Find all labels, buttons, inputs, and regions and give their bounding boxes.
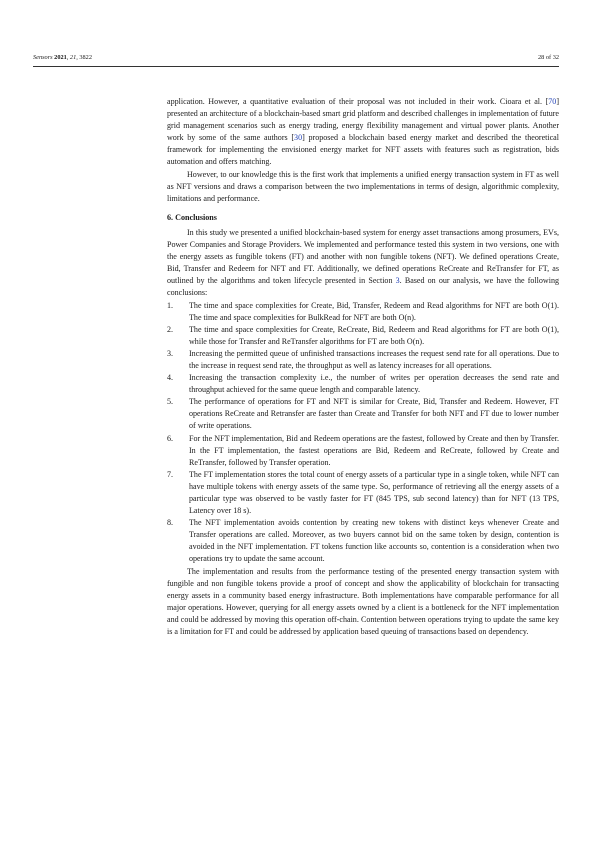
journal-year: 2021 — [54, 54, 67, 61]
list-number: 4. — [167, 373, 174, 383]
conclusions-list — [167, 300, 559, 566]
list-number: 8. — [167, 518, 174, 528]
list-item — [167, 348, 559, 372]
citation-link-70[interactable]: 70 — [548, 97, 557, 106]
list-item — [167, 433, 559, 469]
list-item — [167, 324, 559, 348]
text-span: ] proposed a blockchain based energy market and described the theoretical framework for implementing the envisioned energy market for NFT assets with features such as registration, bids automation and offers matching. — [167, 133, 559, 167]
list-item — [167, 372, 559, 396]
list-text: The time and space complexities for Create, ReCreate, Bid, Redeem and Read algorithms for FT are both O(1), while those for Transfer and ReTransfer algorithms for FT are both O(n). — [189, 324, 559, 346]
paragraph-related-work — [167, 96, 559, 169]
list-text: The NFT implementation avoids contention by creating new tokens with distinct keys whenever Create and Transfer operations are called. Moreover, as two buyers cannot bid on the same token by design, contention is avoided in the NFT implementation. FT tokens function like accounts so, contention is a consideration when two operations try to update the same account. — [189, 518, 559, 564]
list-number: 7. — [167, 469, 174, 479]
text-span: . Based on our analysis, we have the following conclusions: — [167, 276, 559, 298]
list-item — [167, 517, 559, 565]
list-number: 1. — [167, 300, 174, 310]
journal-name: Sensors — [33, 54, 53, 61]
header-divider — [33, 66, 559, 67]
article-number: 3822 — [79, 54, 92, 61]
list-item — [167, 300, 559, 324]
text-span: ] presented an architecture of a blockchain-based smart grid platform and described challenges in implementation of future grid management scenarios such as energy trading, energy flexibility management and virtual power plants. Another work by some of the same authors [ — [167, 97, 559, 143]
list-text: For the NFT implementation, Bid and Redeem operations are the fastest, followed by Create and then by Transfer. In the FT implementation, the fastest operations are Bid, Redeem and ReCreate, followed by Create and ReTransfer, followed by Transfer operation. — [189, 433, 559, 467]
journal-citation: Sensors 2021, 21, 3822 — [33, 54, 92, 61]
page-header — [33, 52, 559, 64]
paragraph-closing: The implementation and results from the performance testing of the presented energy transaction system with fungible and non fungible tokens provide a proof of concept and show the applicability of blockchain for transacting energy assets in a community based energy infrastructure. Both implementations have comparable performance for all major operations. However, querying for all energy assets owned by a client is a bottleneck for the NFT implementation and could be addressed by moving this operation off-chain. Contention between operations trying to update the same key is a limitation for FT and could be addressed by application based queuing of transactions based on dependency. — [167, 566, 559, 637]
page-number: 28 of 32 — [538, 54, 559, 61]
citation-link-30[interactable]: 30 — [294, 133, 303, 143]
list-item — [167, 396, 559, 432]
list-text: Increasing the permitted queue of unfinished transactions increases the request send rate for all operations. Due to the increase in request send rate, the throughput as well as latency increases for all operations. — [189, 348, 559, 370]
list-text: Increasing the transaction complexity i.e., the number of writes per operation decreases the send rate and throughput achieved for the same queue length and comparable latency. — [189, 373, 559, 395]
text-span: In this study we presented a unified blockchain-based system for energy asset transactions among prosumers, EVs, Power Companies and Storage Providers. We implemented and performance tested this system in two versions, one with the energy assets as fungible tokens (FT) and another with non fungible tokens (NFT). We defined operations Create, Bid, Transfer and Redeem for NFT and FT. Additionally, we defined operations ReCreate and ReTransfer for FT, as outlined by the algorithms and token lifecycle presented in Section — [167, 227, 559, 286]
list-number: 3. — [167, 348, 174, 358]
list-number: 6. — [167, 433, 174, 443]
main-content — [167, 96, 559, 638]
list-number: 5. — [167, 397, 174, 407]
text-span: application. However, a quantitative evaluation of their proposal was not included in their work. Cioara et al. [ — [167, 97, 549, 106]
list-text: The FT implementation stores the total count of energy assets of a particular type in a single token, while NFT can have multiple tokens with energy assets of the same type. So, performance of retrieving all the energy assets of a particular type was observed to be vastly faster for FT (845 TPS, sub second latency) than for NFT (13 TPS, Latency over 18 s). — [189, 469, 559, 516]
list-text: The time and space complexities for Create, Bid, Transfer, Redeem and Read algorithms for NFT are both O(1). The time and space complexities for BulkRead for NFT are both O(n). — [189, 300, 559, 322]
section-heading: 6. Conclusions — [167, 212, 217, 222]
journal-volume: 21 — [69, 54, 77, 61]
list-text: The performance of operations for FT and NFT is similar for Create, Bid, Transfer and Redeem. However, FT operations ReCreate and Retransfer are faster than Create and Transfer for both NFT and FT due to lower number of write operations. — [189, 397, 559, 431]
section-link-3[interactable]: 3 — [395, 276, 400, 286]
list-number: 2. — [167, 324, 174, 334]
paragraph-contribution: However, to our knowledge this is the first work that implements a unified energy transaction system in FT as well as NFT versions and draws a comparison between the two implementations in terms of design, algorithmic complexity, limitations and performance. — [167, 169, 559, 203]
paragraph-intro — [167, 227, 559, 300]
list-item — [167, 469, 559, 517]
